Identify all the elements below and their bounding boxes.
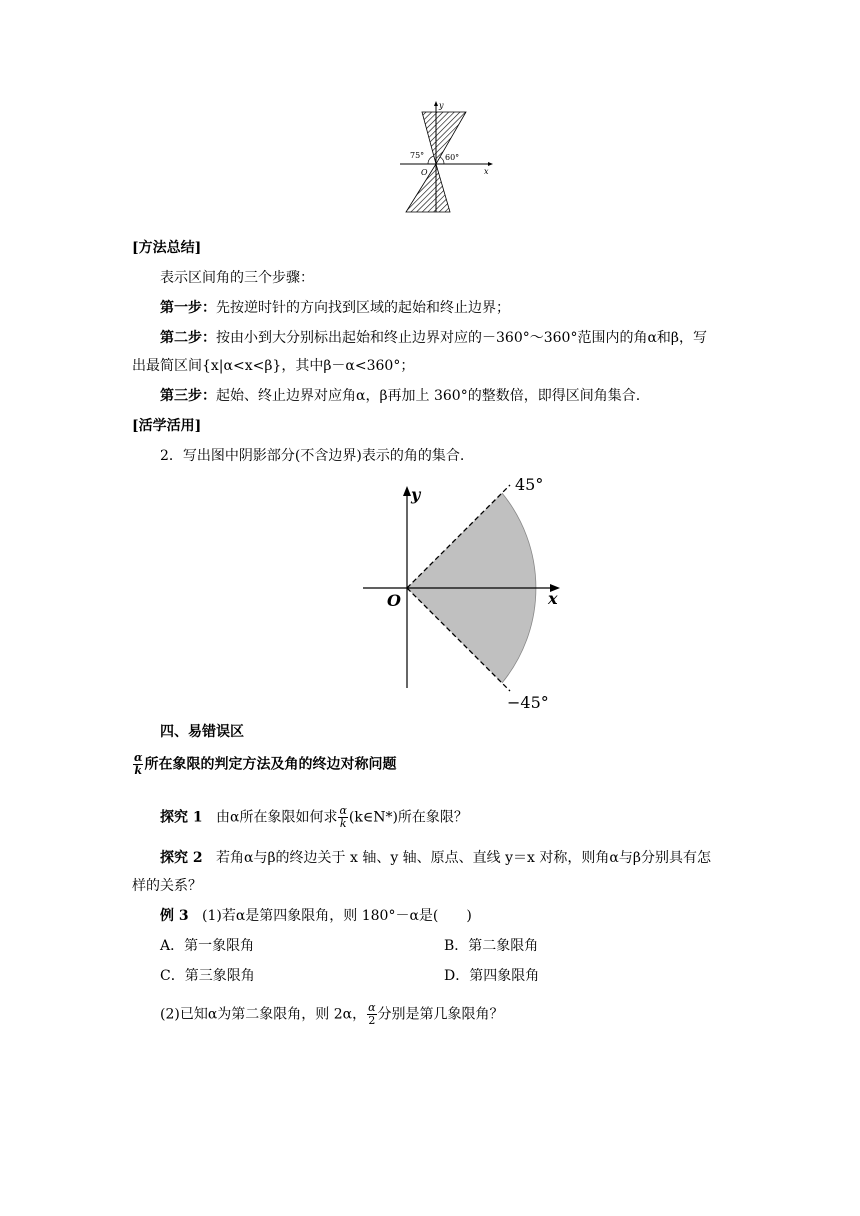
step3-text: 起始、终止边界对应角α，β再加上 360°的整数倍，即得区间角集合.	[216, 388, 641, 404]
fig2-x-label: x	[548, 589, 558, 608]
part2-frac-den: 2	[368, 1014, 376, 1027]
example3-text: (1)若α是第四象限角，则 180°－α是( )	[201, 908, 472, 924]
explore1-label: 探究 1	[160, 809, 203, 826]
topic-text: 所在象限的判定方法及角的终边对称问题	[144, 756, 397, 773]
practice-question: 2．写出图中阴影部分(不含边界)表示的角的集合.	[160, 448, 465, 464]
step3-label: 第三步：	[160, 388, 216, 404]
y-axis-arrow	[434, 101, 438, 106]
method-intro: 表示区间角的三个步骤：	[160, 270, 314, 286]
step1-text: 先按逆时针的方向找到区域的起始和终止边界；	[216, 300, 510, 316]
option-a: A．第一象限角	[160, 938, 255, 954]
fig2-y-label: y	[411, 485, 421, 504]
explore1-pre: 由α所在象限如何求	[215, 809, 338, 826]
explore2-label: 探究 2	[160, 850, 203, 866]
figure-sector	[355, 470, 575, 715]
figure-double-sector	[398, 100, 498, 215]
fig2-lower-angle: −45°	[507, 693, 549, 712]
fig1-origin-label: O	[421, 168, 428, 177]
fig1-y-label: y	[439, 101, 444, 110]
example3-label: 例 3	[160, 908, 189, 924]
method-heading: [方法总结]	[132, 240, 202, 256]
part2-pre: (2)已知α为第二象限角，则 2α，	[160, 1006, 367, 1023]
part2-post: 分别是第几象限角？	[377, 1006, 504, 1023]
errors-heading: 四、易错误区	[160, 724, 244, 740]
angle-arc-right	[440, 157, 444, 164]
topic-frac-den: k	[134, 764, 143, 777]
method-step1	[160, 298, 510, 318]
lower-shaded-region	[406, 164, 450, 212]
explore1	[160, 805, 468, 830]
x-axis-arrow	[488, 162, 493, 166]
explore2	[160, 848, 711, 868]
method-step3	[160, 386, 640, 406]
fig1-angle-left: 75°	[410, 151, 425, 160]
explore2-text-a: 若角α与β的终边关于 x 轴、y 轴、原点、直线 y＝x 对称，则角α与β分别具有怎	[215, 850, 711, 866]
explore1-frac-num: α	[339, 804, 347, 817]
explore2-cont: 样的关系？	[132, 878, 202, 894]
step2-text-a: 按由小到大分别标出起始和终止边界对应的－360°～360°范围内的角α和β，写	[216, 330, 707, 346]
angle-arc-left	[428, 156, 434, 164]
step1-label: 第一步：	[160, 300, 216, 316]
example3	[160, 906, 472, 926]
option-d: D．第四象限角	[444, 968, 540, 984]
explore1-fraction	[338, 805, 347, 830]
topic-fraction	[133, 752, 143, 777]
method-step2-cont: 出最简区间{x|α<x<β}，其中β－α<360°；	[132, 358, 415, 374]
option-c: C．第三象限角	[160, 968, 255, 984]
step2-label: 第二步：	[160, 330, 216, 346]
explore1-post: (k∈N*)所在象限？	[348, 809, 468, 826]
example3-part2	[160, 1002, 504, 1027]
part2-frac-num: α	[368, 1001, 376, 1014]
part2-fraction	[367, 1002, 376, 1027]
upper-shaded-region	[422, 112, 466, 164]
option-b: B．第二象限角	[444, 938, 539, 954]
errors-topic	[132, 752, 396, 777]
method-step2	[160, 328, 707, 348]
fig1-x-label: x	[484, 167, 489, 176]
y-axis-arrow	[403, 486, 411, 496]
fig2-upper-angle: 45°	[515, 475, 544, 494]
topic-frac-num: α	[134, 751, 143, 764]
fig2-origin-label: O	[387, 591, 401, 610]
fig1-angle-right: 60°	[445, 153, 460, 162]
practice-heading: [活学活用]	[132, 418, 202, 434]
explore1-frac-den: k	[339, 817, 347, 830]
